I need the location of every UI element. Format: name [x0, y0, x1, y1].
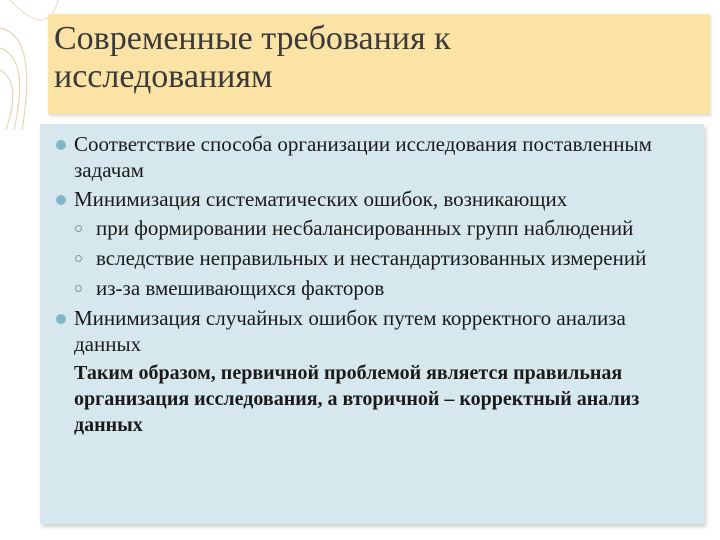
bullet-item — [54, 131, 694, 183]
bullet-icon — [56, 314, 66, 324]
sub-bullet-text: из-за вмешивающихся факторов — [96, 276, 385, 300]
bullet-icon — [56, 140, 66, 150]
bullet-text: Минимизация случайных ошибок путем корректного анализа данных — [74, 306, 626, 356]
bullet-text: Соответствие способа организации исследования поставленным задачам — [74, 132, 652, 182]
sub-bullet-text: при формировании несбалансированных групп наблюдений — [96, 216, 634, 240]
bullet-icon — [56, 195, 66, 205]
slide-title: Современные требования к исследованиям — [54, 20, 451, 95]
sub-bullet-icon — [75, 255, 82, 262]
sub-bullet-item — [54, 275, 694, 301]
sub-bullet-icon — [75, 285, 82, 292]
sub-bullet-text: вследствие неправильных и нестандартизованных измерений — [96, 246, 647, 270]
slide-content — [54, 131, 694, 438]
bullet-item — [54, 305, 694, 357]
sub-bullet-icon — [75, 225, 82, 232]
conclusion-text: Таким образом, первичной проблемой является правильная организация исследования, а вторичной – корректный анализ данных — [74, 362, 640, 436]
sub-bullet-item — [54, 215, 694, 241]
sub-bullet-item — [54, 245, 694, 271]
bullet-text: Минимизация систематических ошибок, возникающих — [74, 187, 568, 211]
bullet-item — [54, 186, 694, 212]
